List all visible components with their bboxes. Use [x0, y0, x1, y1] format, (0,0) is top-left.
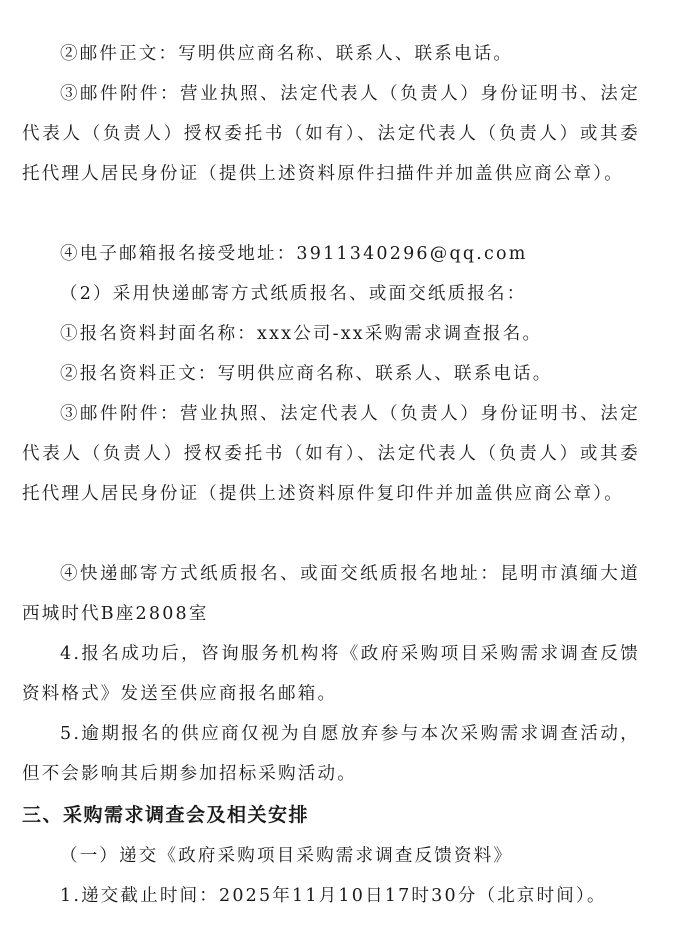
paragraph-paper-registration: （2）采用快递邮寄方式纸质报名、或面交纸质报名：	[60, 284, 527, 304]
paragraph-email-attachments: ③邮件附件：营业执照、法定代表人（负责人）身份证明书、法定代表人（负责人）授权委托书（如有）、法定代表人（负责人）或其委托代理人居民身份证（提供上述资料原件扫描件并加盖供应商公章）。	[22, 84, 640, 184]
paragraph-cover-name: ①报名资料封面名称：xxx公司-xx采购需求调查报名。	[60, 324, 543, 344]
paragraph-mail-attachments: ③邮件附件：营业执照、法定代表人（负责人）身份证明书、法定代表人（负责人）授权委托书（如有）、法定代表人（负责人）或其委托代理人居民身份证（提供上述资料原件复印件并加盖供应商公章）。	[22, 404, 640, 504]
paragraph-email-address: ④电子邮箱报名接受地址：3911340296@qq.com	[60, 244, 528, 264]
paragraph-materials-body: ②报名资料正文：写明供应商名称、联系人、联系电话。	[60, 364, 553, 384]
paragraph-late-registration: 5.逾期报名的供应商仅视为自愿放弃参与本次采购需求调查活动，但不会影响其后期参加招标采购活动。	[22, 724, 640, 784]
paragraph-email-body: ②邮件正文：写明供应商名称、联系人、联系电话。	[60, 44, 514, 64]
section-heading: 三、采购需求调查会及相关安排	[22, 804, 310, 826]
paragraph-paper-address: ④快递邮寄方式纸质报名、或面交纸质报名地址：昆明市滇缅大道西城时代B座2808室	[22, 564, 640, 624]
paragraph-submission-title: （一）递交《政府采购项目采购需求调查反馈资料》	[60, 846, 514, 866]
paragraph-registration-success: 4.报名成功后，咨询服务机构将《政府采购项目采购需求调查反馈资料格式》发送至供应商报名邮箱。	[22, 644, 640, 704]
paragraph-submission-deadline: 1.递交截止时间：2025年11月10日17时30分（北京时间）。	[60, 886, 607, 906]
